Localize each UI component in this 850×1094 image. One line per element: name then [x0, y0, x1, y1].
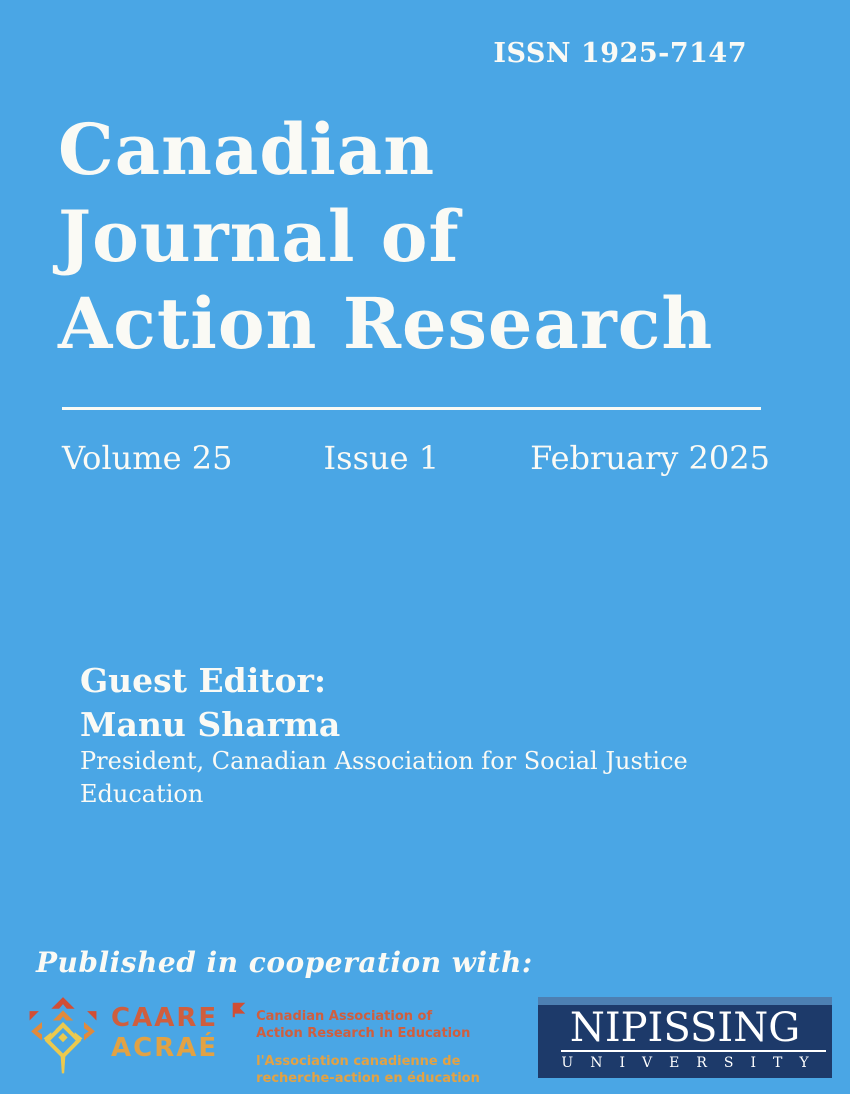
guest-editor-name: Manu Sharma — [80, 705, 341, 744]
cooperation-label: Published in cooperation with: — [36, 946, 533, 979]
guest-editor-affiliation: President, Canadian Association for Social Justice Education — [80, 747, 688, 808]
nipissing-name: NIPISSING — [569, 1005, 801, 1051]
caare-acronym-english: CAARE — [111, 1003, 219, 1033]
caare-name-french-line-2: recherche-action en éducation — [256, 1071, 480, 1086]
issue-label: Issue 1 — [323, 439, 440, 477]
caare-wordmark — [111, 1004, 218, 1063]
caare-name-french — [256, 1053, 480, 1087]
nipissing-university-logo — [538, 997, 832, 1078]
caare-flag-icon — [230, 1001, 248, 1019]
nipissing-subtitle: UNIVERSITY — [561, 1050, 825, 1072]
journal-title — [58, 106, 713, 367]
title-line-2: Journal of — [58, 195, 460, 278]
title-line-3: Action Research — [58, 282, 714, 365]
title-divider — [62, 407, 761, 410]
volume-label: Volume 25 — [62, 439, 233, 477]
caare-maple-leaf-icon — [28, 997, 98, 1075]
guest-editor-block — [80, 658, 800, 811]
caare-acronym-french: ACRAÉ — [111, 1033, 219, 1063]
issue-info-row — [62, 438, 770, 478]
issn-number: ISSN 1925-7147 — [493, 38, 747, 69]
title-line-1: Canadian — [58, 108, 436, 191]
guest-editor-heading: Guest Editor: — [80, 661, 327, 700]
caare-name-english-line-2: Action Research in Education — [256, 1026, 471, 1041]
caare-name-english — [256, 1008, 480, 1042]
date-label: February 2025 — [530, 439, 770, 477]
caare-association-names — [256, 1008, 480, 1087]
caare-logo — [28, 995, 480, 1087]
caare-name-french-line-1: l'Association canadienne de — [256, 1054, 461, 1069]
partner-logos-row — [28, 995, 832, 1090]
caare-name-english-line-1: Canadian Association of — [256, 1009, 433, 1024]
